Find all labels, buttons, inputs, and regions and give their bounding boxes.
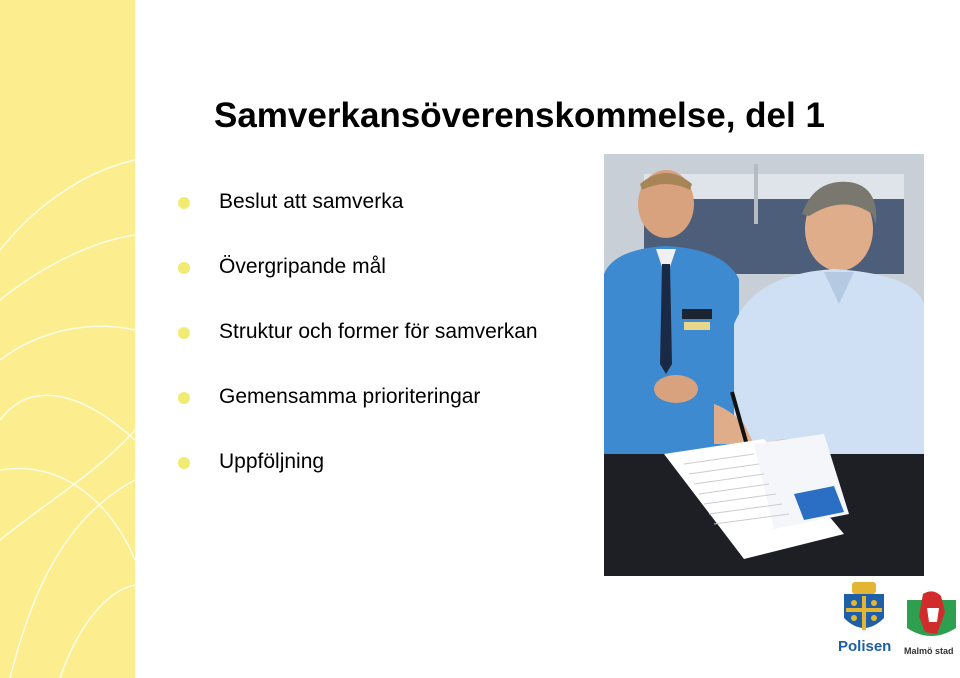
polisen-logo-text: Polisen bbox=[838, 638, 892, 655]
bullet-text: Övergripande mål bbox=[219, 255, 386, 278]
bullet-dot-icon bbox=[178, 457, 190, 469]
malmo-stad-logo-text: Malmö stad bbox=[904, 646, 954, 656]
bullet-dot-icon bbox=[178, 197, 190, 209]
bullet-dot-icon bbox=[178, 262, 190, 274]
sidebar-swirl-pattern bbox=[0, 0, 135, 678]
bullet-dot-icon bbox=[178, 392, 190, 404]
signing-photo bbox=[604, 154, 924, 576]
police-crest-icon bbox=[834, 580, 894, 638]
bullet-text: Struktur och former för samverkan bbox=[219, 320, 538, 343]
bullet-text: Uppföljning bbox=[219, 450, 325, 473]
bullet-text: Gemensamma prioriteringar bbox=[219, 385, 481, 408]
decorative-sidebar bbox=[0, 0, 135, 678]
bullet-item bbox=[178, 255, 538, 320]
griffin-crest-icon bbox=[903, 586, 960, 644]
bullet-item bbox=[178, 190, 538, 255]
bullet-item bbox=[178, 385, 538, 450]
bullet-item bbox=[178, 320, 538, 385]
bullet-dot-icon bbox=[178, 327, 190, 339]
bullet-list bbox=[178, 190, 538, 515]
bullet-text: Beslut att samverka bbox=[219, 190, 404, 213]
signing-photo-illustration bbox=[604, 154, 924, 576]
bullet-item bbox=[178, 450, 538, 515]
slide-title: Samverkansöverenskommelse, del 1 bbox=[214, 96, 825, 135]
